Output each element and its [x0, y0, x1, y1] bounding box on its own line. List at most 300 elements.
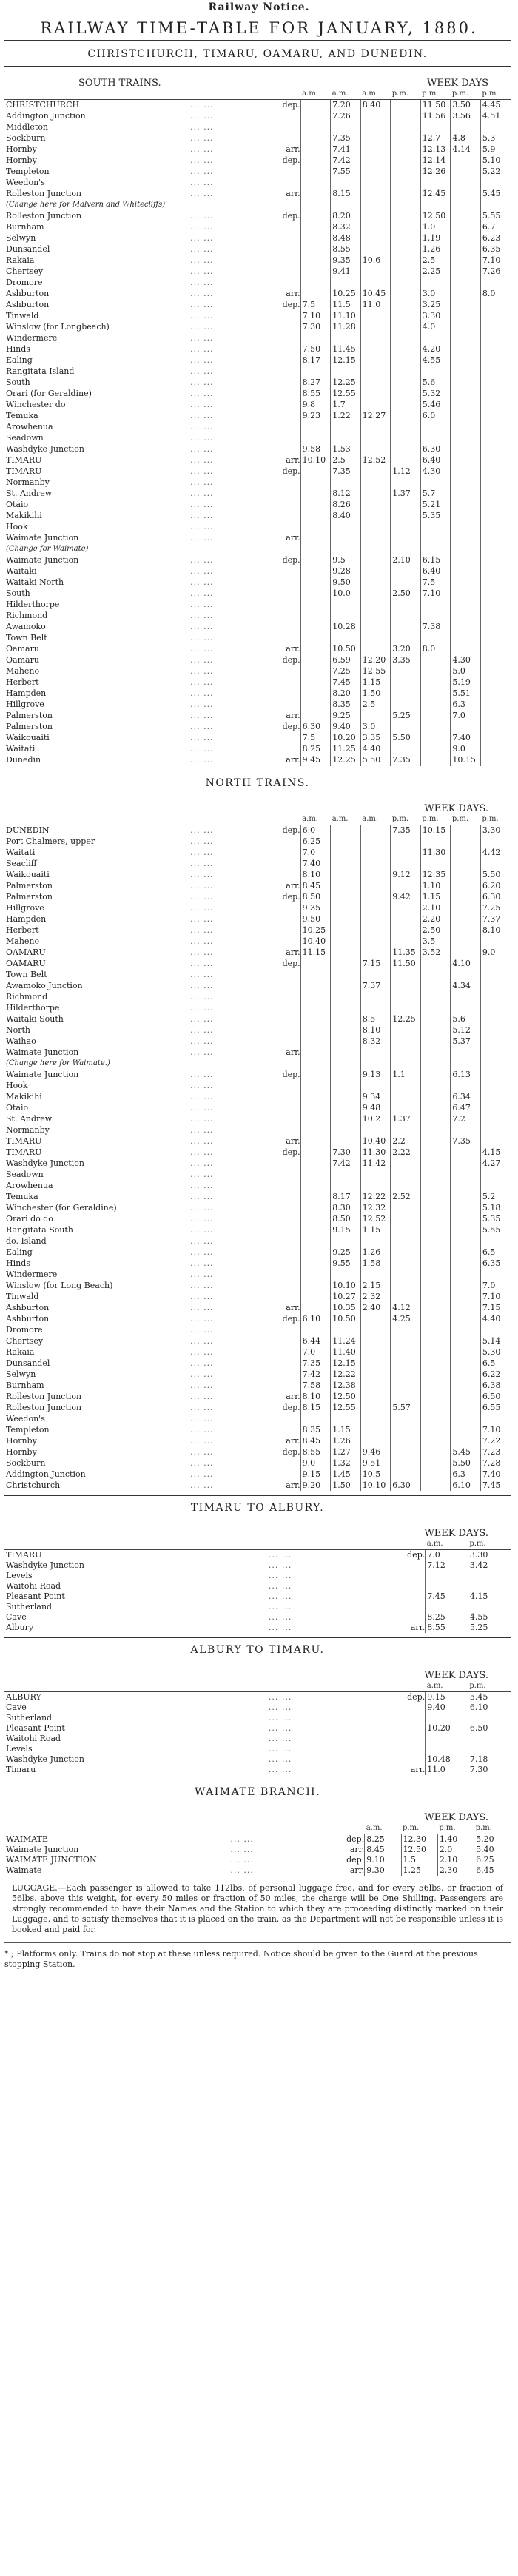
leader-dots: ... ...: [190, 1469, 214, 1479]
leader-dots: ... ...: [190, 278, 214, 287]
station-name: Waitaki: [6, 566, 37, 576]
time-cell: [360, 847, 391, 858]
header-cell: [4, 1823, 230, 1834]
time-cell: 5.6: [451, 1013, 481, 1024]
arr-dep-label: dep.: [346, 1855, 365, 1865]
table-row: [4, 688, 511, 700]
time-cell: [331, 333, 361, 344]
header-cell: [190, 814, 275, 825]
time-cell: 10.48: [426, 1754, 468, 1765]
time-cell: [360, 444, 391, 455]
station-name: do. Island: [6, 1235, 47, 1246]
time-cell: 6.3: [451, 700, 481, 711]
time-cell: 7.35: [300, 1358, 331, 1369]
time-cell: 8.17: [300, 355, 331, 366]
timetable: [4, 89, 511, 766]
arr-dep-label: [275, 222, 300, 233]
time-cell: 12.25: [391, 1013, 421, 1024]
week-days-label: WEEK DAYS: [427, 78, 488, 89]
arr-dep-label: dep.: [407, 1550, 426, 1560]
time-cell: [391, 1324, 421, 1335]
station-name: Hornby: [6, 155, 37, 165]
header-cell: [389, 1539, 425, 1550]
column-header: a.m.: [426, 1539, 468, 1550]
column-header: p.m.: [437, 1823, 474, 1834]
arr-dep-label: [389, 1744, 425, 1754]
time-cell: [480, 622, 511, 633]
table-row: [4, 577, 511, 588]
time-cell: 4.27: [480, 1158, 511, 1169]
time-cell: [391, 622, 421, 633]
time-cell: [300, 500, 331, 511]
section-heading: TIMARU TO ALBURY.: [190, 1502, 325, 1514]
leader-dots: ... ...: [190, 1358, 214, 1368]
time-cell: 5.22: [480, 167, 511, 178]
table-row: [4, 1424, 511, 1435]
table-row: [4, 1169, 511, 1180]
time-cell: 4.40: [480, 1313, 511, 1324]
time-cell: [360, 144, 391, 155]
table-row: [4, 913, 511, 925]
time-cell: [391, 858, 421, 869]
time-cell: [300, 1224, 331, 1235]
station-name: Hilderthorpe: [6, 1002, 60, 1013]
table-row: [4, 1013, 511, 1024]
time-cell: [360, 422, 391, 433]
time-cell: 6.50: [468, 1723, 511, 1734]
time-cell: [360, 1324, 391, 1335]
time-cell: [451, 1235, 481, 1247]
time-cell: 7.37: [480, 913, 511, 925]
leader-dots: ... ...: [268, 1692, 292, 1702]
time-cell: 7.55: [331, 167, 361, 178]
time-cell: [360, 925, 391, 936]
table-row: [4, 1571, 511, 1581]
time-cell: [331, 1069, 361, 1080]
time-cell: [360, 555, 391, 566]
station-name: Orari do do: [6, 1213, 53, 1224]
leader-dots: ... ...: [190, 533, 214, 543]
time-cell: [420, 655, 451, 666]
table-row: [4, 858, 511, 869]
time-cell: [331, 880, 361, 891]
time-cell: [420, 1224, 451, 1235]
time-cell: [480, 1102, 511, 1113]
time-cell: 2.52: [391, 1191, 421, 1202]
leader-dots: ... ...: [190, 1313, 214, 1324]
time-cell: [451, 588, 481, 600]
time-cell: [451, 1158, 481, 1169]
time-cell: 3.56: [451, 111, 481, 122]
time-cell: 2.50: [420, 925, 451, 936]
table-row: [4, 1845, 511, 1855]
column-header: p.m.: [480, 814, 511, 825]
station-name: Hampden: [6, 913, 47, 924]
leader-dots: ... ...: [190, 178, 214, 187]
leader-dots: ... ...: [190, 825, 214, 835]
time-cell: 5.46: [420, 400, 451, 411]
time-cell: 6.30: [420, 444, 451, 455]
time-cell: 7.25: [480, 902, 511, 913]
time-cell: [391, 1458, 421, 1469]
time-cell: [360, 266, 391, 278]
time-cell: [331, 200, 361, 211]
table-row: [4, 755, 511, 766]
time-cell: [391, 902, 421, 913]
time-cell: 4.40: [360, 744, 391, 755]
time-cell: [451, 622, 481, 633]
arr-dep-label: [275, 588, 300, 600]
leader-dots: ... ...: [190, 1291, 214, 1301]
table-row: [4, 233, 511, 244]
time-cell: [300, 1013, 331, 1024]
arr-dep-label: [275, 1413, 300, 1424]
arr-dep-label: [389, 1602, 425, 1612]
table-row: [4, 555, 511, 566]
time-cell: [480, 122, 511, 133]
leader-dots: ... ...: [268, 1734, 292, 1743]
time-cell: [451, 555, 481, 566]
time-cell: [300, 700, 331, 711]
time-cell: [451, 200, 481, 211]
time-cell: [420, 1247, 451, 1258]
time-cell: [360, 566, 391, 577]
time-cell: [331, 1091, 361, 1102]
column-header: a.m.: [300, 814, 331, 825]
time-cell: 8.32: [331, 222, 361, 233]
time-cell: [420, 1302, 451, 1313]
station-name: Town Belt: [6, 969, 47, 979]
arr-dep-label: [275, 1247, 300, 1258]
waimate-branch-block: [4, 1786, 511, 1876]
leader-dots: ... ...: [190, 700, 214, 709]
arr-dep-label: [275, 611, 300, 622]
time-cell: [360, 991, 391, 1002]
time-cell: 7.0: [426, 1550, 468, 1561]
table-row: [4, 1091, 511, 1102]
time-cell: 8.12: [331, 489, 361, 500]
station-name: TIMARU: [6, 1550, 42, 1560]
time-cell: [300, 555, 331, 566]
time-cell: [300, 100, 331, 111]
table-row: [4, 891, 511, 902]
leader-dots: ... ...: [190, 869, 214, 879]
divider: [4, 40, 511, 41]
time-cell: 7.35: [331, 466, 361, 477]
time-cell: [360, 522, 391, 533]
column-header: p.m.: [420, 89, 451, 100]
header-cell: [269, 1681, 390, 1692]
time-cell: [420, 200, 451, 211]
time-cell: 1.15: [420, 891, 451, 902]
arr-dep-label: arr.: [286, 455, 300, 465]
station-name: Dromore: [6, 278, 43, 287]
time-cell: [300, 278, 331, 289]
table-row: [4, 378, 511, 389]
leader-dots: ... ...: [190, 588, 214, 598]
time-cell: [480, 178, 511, 189]
leader-dots: ... ...: [190, 980, 214, 990]
station-name: Dunsandel: [6, 244, 50, 254]
station-name: Normanby: [6, 1124, 50, 1135]
arr-dep-label: [275, 1291, 300, 1302]
table-row: [4, 422, 511, 433]
leader-dots: ... ...: [190, 1413, 214, 1423]
time-cell: [300, 980, 331, 991]
station-name: Otaio: [6, 500, 29, 509]
time-cell: [480, 1002, 511, 1013]
time-cell: 7.18: [468, 1754, 511, 1765]
time-cell: [480, 566, 511, 577]
time-cell: 9.23: [300, 411, 331, 422]
leader-dots: ... ...: [190, 211, 214, 221]
station-name: Winslow (for Longbeach): [6, 322, 110, 332]
time-cell: 4.30: [420, 466, 451, 477]
table-row: [4, 411, 511, 422]
time-cell: 8.25: [300, 744, 331, 755]
time-cell: [391, 178, 421, 189]
station-name: TIMARU: [6, 466, 42, 476]
time-cell: 7.10: [480, 255, 511, 266]
time-cell: 8.5: [360, 1013, 391, 1024]
leader-dots: ... ...: [190, 1113, 214, 1124]
time-cell: [360, 1313, 391, 1324]
time-cell: 12.32: [360, 1202, 391, 1213]
time-cell: 6.23: [480, 233, 511, 244]
time-cell: [426, 1744, 468, 1754]
table-row: [4, 1458, 511, 1469]
time-cell: [480, 744, 511, 755]
table-row: [4, 1469, 511, 1480]
table-row: [4, 1744, 511, 1754]
time-cell: [391, 566, 421, 577]
time-cell: 10.20: [426, 1723, 468, 1734]
time-cell: [420, 1391, 451, 1402]
time-cell: 7.42: [331, 1158, 361, 1169]
time-cell: 8.55: [300, 1446, 331, 1458]
leader-dots: ... ...: [190, 1069, 214, 1079]
time-cell: 7.15: [480, 1302, 511, 1313]
time-cell: 4.8: [451, 133, 481, 144]
time-cell: [391, 1024, 421, 1036]
time-cell: 10.28: [331, 622, 361, 633]
time-cell: 7.40: [480, 1469, 511, 1480]
time-cell: [300, 1113, 331, 1124]
time-cell: 6.47: [451, 1102, 481, 1113]
arr-dep-label: [275, 936, 300, 947]
arr-dep-label: [275, 688, 300, 700]
time-cell: [300, 333, 331, 344]
time-cell: [420, 1047, 451, 1058]
header-cell: [4, 1681, 269, 1692]
time-cell: [391, 1358, 421, 1369]
time-cell: [360, 902, 391, 913]
time-cell: [480, 355, 511, 366]
arr-dep-label: [275, 733, 300, 744]
time-cell: 5.19: [451, 677, 481, 688]
time-cell: 3.0: [360, 722, 391, 733]
leader-dots: ... ...: [190, 111, 214, 121]
time-cell: 9.42: [391, 891, 421, 902]
time-cell: [420, 611, 451, 622]
time-cell: [331, 533, 361, 544]
time-cell: [300, 958, 331, 969]
time-cell: [391, 200, 421, 211]
time-cell: [391, 100, 421, 111]
time-cell: 4.34: [451, 980, 481, 991]
time-cell: 8.0: [420, 644, 451, 655]
time-cell: [391, 1224, 421, 1235]
column-header-row: [4, 1823, 511, 1834]
arr-dep-label: [275, 700, 300, 711]
station-name: Oamaru: [6, 655, 39, 665]
leader-dots: ... ...: [190, 1480, 214, 1490]
leader-dots: [190, 1058, 275, 1069]
arr-dep-label: [275, 744, 300, 755]
station-name: Rakaia: [6, 255, 35, 265]
time-cell: [451, 422, 481, 433]
time-cell: [391, 1380, 421, 1391]
arr-dep-label: [275, 1058, 300, 1069]
time-cell: 6.13: [451, 1069, 481, 1080]
time-cell: [300, 167, 331, 178]
time-cell: [360, 947, 391, 958]
arr-dep-label: [275, 133, 300, 144]
time-cell: [391, 1346, 421, 1358]
time-cell: [480, 858, 511, 869]
table-row: [4, 511, 511, 522]
time-cell: 2.5: [360, 700, 391, 711]
table-row: [4, 825, 511, 836]
table-row: [4, 355, 511, 366]
time-cell: [451, 178, 481, 189]
leader-dots: ... ...: [190, 144, 214, 154]
leader-dots: ... ...: [190, 133, 214, 143]
station-name: ALBURY: [6, 1692, 41, 1702]
arr-dep-label: [275, 969, 300, 980]
time-cell: 9.40: [426, 1703, 468, 1713]
divider: [4, 1495, 511, 1496]
table-row: [4, 167, 511, 178]
time-cell: 6.25: [474, 1855, 511, 1865]
time-cell: [360, 133, 391, 144]
station-name: Ashburton: [6, 300, 50, 309]
time-cell: 6.40: [420, 455, 451, 466]
time-cell: [480, 958, 511, 969]
time-cell: [391, 255, 421, 266]
time-cell: [451, 902, 481, 913]
time-cell: [391, 1369, 421, 1380]
arr-dep-label: [275, 178, 300, 189]
arr-dep-label: arr.: [410, 1765, 426, 1774]
table-row: [4, 980, 511, 991]
leader-dots: ... ...: [268, 1550, 292, 1560]
table-row: [4, 711, 511, 722]
arr-dep-label: [275, 344, 300, 355]
time-cell: [360, 588, 391, 600]
time-cell: [391, 1036, 421, 1047]
arr-dep-label: [389, 1734, 425, 1744]
time-cell: [391, 1080, 421, 1091]
time-cell: 1.53: [331, 444, 361, 455]
time-cell: [360, 1002, 391, 1013]
leader-dots: ... ...: [230, 1845, 254, 1854]
column-header-row: [4, 814, 511, 825]
time-cell: 5.55: [480, 211, 511, 222]
arr-dep-label: arr.: [286, 711, 300, 720]
time-cell: [420, 533, 451, 544]
leader-dots: ... ...: [230, 1855, 254, 1865]
table-row: [4, 1102, 511, 1113]
time-cell: [480, 1324, 511, 1335]
time-cell: [451, 1147, 481, 1158]
station-name: Richmond: [6, 611, 48, 620]
table-row: [4, 991, 511, 1002]
time-cell: 6.35: [480, 1258, 511, 1269]
station-name: Washdyke Junction: [6, 444, 84, 454]
time-cell: 7.35: [451, 1136, 481, 1147]
time-cell: 6.50: [480, 1391, 511, 1402]
time-cell: [360, 466, 391, 477]
leader-dots: ... ...: [190, 366, 214, 376]
table-row: [4, 211, 511, 222]
station-name: Hornby: [6, 1446, 37, 1457]
time-cell: [300, 1058, 331, 1069]
time-cell: 7.41: [331, 144, 361, 155]
time-cell: [451, 222, 481, 233]
time-cell: [391, 744, 421, 755]
station-name: Rangitata Island: [6, 366, 75, 376]
time-cell: [420, 1158, 451, 1169]
block-header: [4, 1801, 511, 1823]
station-name: Temuka: [6, 411, 38, 420]
time-cell: [420, 1169, 451, 1180]
time-cell: [480, 655, 511, 666]
time-cell: [300, 1102, 331, 1113]
time-cell: 8.40: [360, 100, 391, 111]
time-cell: 4.55: [468, 1612, 511, 1623]
time-cell: [480, 544, 511, 555]
time-cell: [331, 958, 361, 969]
time-cell: 6.10: [451, 1480, 481, 1491]
leader-dots: ... ...: [190, 1224, 214, 1235]
time-cell: [300, 666, 331, 677]
time-cell: [331, 980, 361, 991]
leader-dots: ... ...: [190, 836, 214, 846]
time-cell: 7.42: [331, 155, 361, 167]
time-cell: 6.30: [391, 1480, 421, 1491]
time-cell: [391, 211, 421, 222]
time-cell: [420, 1113, 451, 1124]
station-name: North: [6, 1024, 31, 1035]
arr-dep-label: dep.: [282, 825, 300, 835]
station-name: Seadown: [6, 433, 44, 443]
time-cell: [391, 511, 421, 522]
time-cell: [391, 666, 421, 677]
leader-dots: ... ...: [190, 355, 214, 365]
time-cell: [360, 311, 391, 322]
leader-dots: ... ...: [190, 1180, 214, 1190]
time-cell: [331, 1058, 361, 1069]
table-row: [4, 533, 511, 544]
time-cell: 9.35: [331, 255, 361, 266]
time-cell: [300, 1258, 331, 1269]
time-cell: [360, 155, 391, 167]
time-cell: [420, 1213, 451, 1224]
time-cell: [451, 880, 481, 891]
time-cell: 2.0: [437, 1845, 474, 1855]
table-row: [4, 1324, 511, 1335]
